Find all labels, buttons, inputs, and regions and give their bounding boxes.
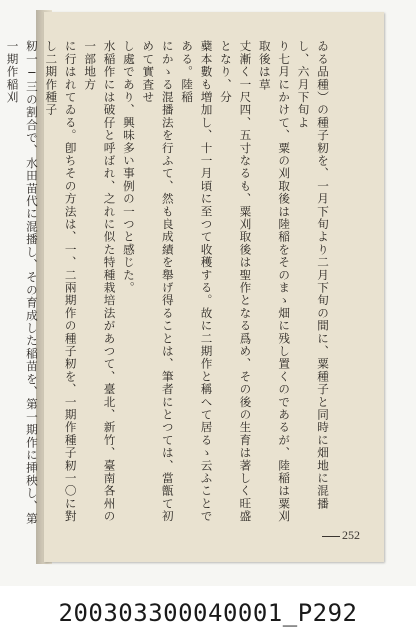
page-number <box>300 528 360 543</box>
page-number-dash <box>322 536 340 537</box>
text-line-2: り七月にかけて、粟の刈取後は陸稲をそのまゝ畑に残し置くのであるが、陸稲は粟刈取後は草 <box>257 40 292 523</box>
text-line-4: 蘗本數も増加し、十一月頃に至つて收穫する。故に二期作と稱へて居るゝ云ふことである。陸稲 <box>180 40 214 523</box>
vertical-text-block <box>5 40 332 528</box>
text-line-8: に行はれてゐる。卽ちその方法は、一、二兩期作の種子籾を、一期作種子籾一〇に對し二期作種子 <box>44 40 78 523</box>
text-line-3: 丈漸く一尺四、五寸なるも、粟刈取後は聖作となる爲め、その後の生育は著しく旺盛となり、分 <box>218 40 253 523</box>
text-line-5: にかゝる混播法を行ふて、然も良成績を舉げ得ることは、筆者にとつては、當甑て初めて實査せ <box>141 40 175 523</box>
text-line-1: ゐる品種）の種子籾を、一月下旬より二月下旬の間に、粟種子と同時に畑地に混播し、六月下旬よ <box>296 40 330 510</box>
page-number-value: 252 <box>342 528 360 542</box>
image-id-caption: 200303300040001_P292 <box>58 599 358 627</box>
text-line-6: し處であり、興味多い事例の一つと感じた。 <box>121 40 136 294</box>
text-line-10 <box>0 40 2 528</box>
text-line-7: 水稲作には破仔と呼ばれ、之れに似た特種栽培法があつて、臺北、新竹、臺南各州の一部地方 <box>83 40 117 523</box>
text-line-9: 籾一─三の割合で、水田苗代に混播し、その育成した稲苗を、第一期作に挿秧し、第一期作稲刈 <box>5 40 39 525</box>
